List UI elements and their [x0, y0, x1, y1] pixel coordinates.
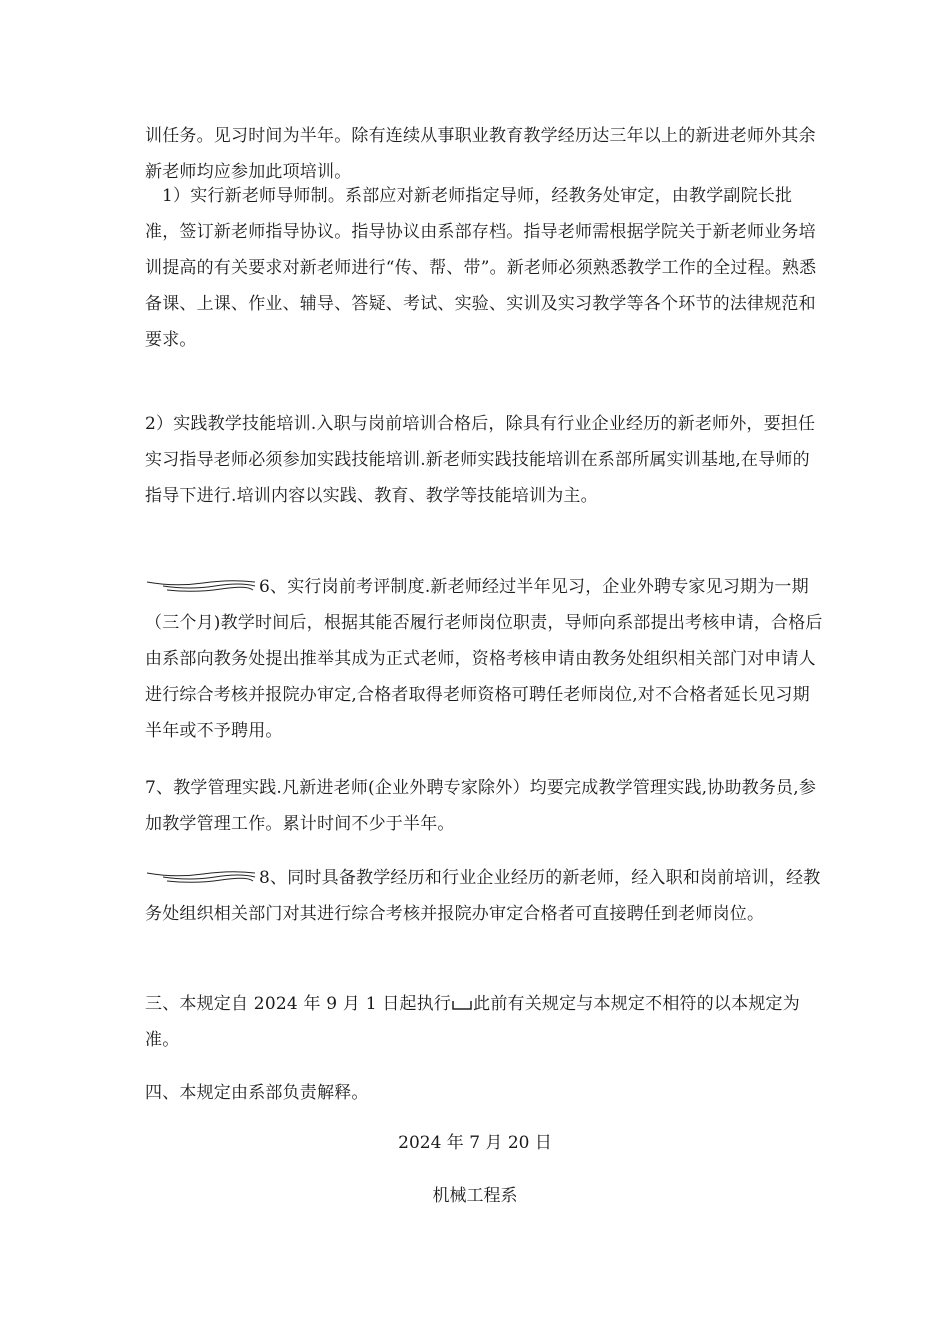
paragraph-item-6 — [145, 569, 825, 749]
signature-date: 2024 年 7 月 20 日 — [398, 1133, 552, 1153]
item-6-text: 6、实行岗前考评制度.新老师经过半年见习，企业外聘专家见习期为一期（三个月)教学时间后，根据其能否履行老师岗位职责，导师向系部提出考核申请，合格后由系部向教务处提出推举其成为正式老师，资格考核申请由教务处组织相关部门对申请人进行综合考核并报院办审定,合格者取得老师资格可聘任老师岗位,对不合格者延长见习期半年或不予聘用。 — [145, 577, 823, 741]
squiggle-mark-icon — [145, 577, 257, 595]
paragraph-item-7: 7、教学管理实践.凡新进老师(企业外聘专家除外）均要完成教学管理实践,协助教务员,参加教学管理工作。累计时间不少于半年。 — [145, 778, 817, 834]
squiggle-mark-icon — [145, 868, 257, 886]
paragraph-interpretation: 四、本规定由系部负责解释。 — [145, 1083, 369, 1103]
paragraph-practice-skills: 2）实践教学技能培训.入职与岗前培训合格后，除具有行业企业经历的新老师外，要担任实习指导老师必须参加实践技能培训.新老师实践技能培训在系部所属实训基地,在导师的指导下进行.培训内容以实践、教育、教学等技能培训为主。 — [145, 414, 816, 506]
signature-department: 机械工程系 — [432, 1186, 518, 1206]
paragraph-mentor-system: 1）实行新老师导师制。系部应对新老师指定导师，经教务处审定，由教学副院长批准，签订新老师指导协议。指导协议由系部存档。指导老师需根据学院关于新老师业务培训提高的有关要求对新老师进行“传、帮、带”。新老师必须熟悉教学工作的全过程。熟悉备课、上课、作业、辅导、答疑、考试、实验、实训及实习教学等各个环节的法律规范和要求。 — [145, 186, 817, 350]
paragraph-training-task: 训任务。见习时间为半年。除有连续从事职业教育教学经历达三年以上的新进老师外其余新老师均应参加此项培训。 — [145, 126, 816, 182]
bracket-mark-icon — [451, 997, 473, 1011]
effective-date-text: 三、本规定自 2024 年 9 月 1 日起执行 — [145, 994, 452, 1014]
paragraph-effective-date — [145, 986, 825, 1058]
item-8-text: 8、同时具备教学经历和行业企业经历的新老师，经入职和岗前培训，经教务处组织相关部门对其进行综合考核并报院办审定合格者可直接聘任到老师岗位。 — [145, 868, 821, 924]
effective-date-text-cont: 此前有关规定与本规定不相符的以本规定为准。 — [145, 994, 800, 1050]
paragraph-item-8 — [145, 860, 825, 932]
